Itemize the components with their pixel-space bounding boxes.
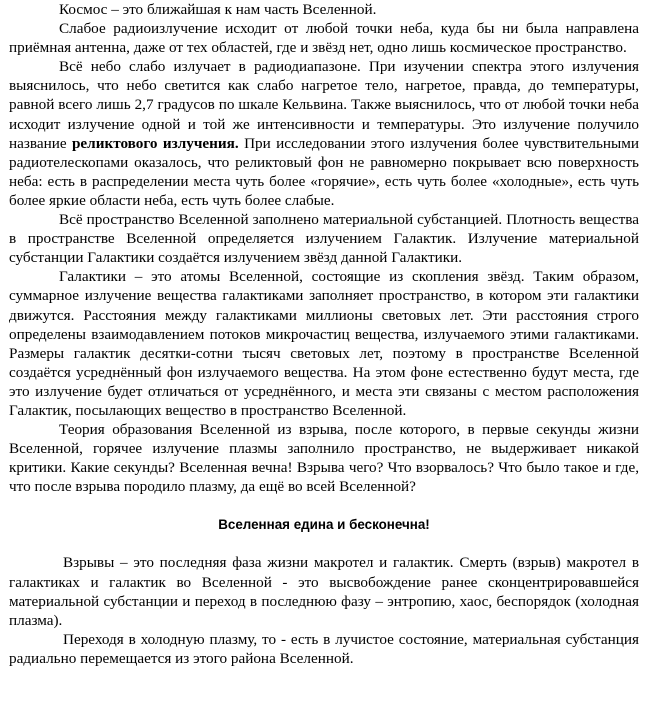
paragraph-big-bang-critique: Теория образования Вселенной из взрыва, после которого, в первые секунды жизни Вселенной, горячее излучение плазмы заполнило пространство, не выдерживает никакой критики. Какие секунды? Вселенная вечна! Взрыва чего? Что взорвалось? Что было такое и где, что после взрыва породило плазму, да ещё во всей Вселенной? bbox=[9, 421, 639, 496]
paragraph-radio-emission: Слабое радиоизлучение исходит от любой точки неба, куда бы ни была направлена приёмная антенна, даже от тех областей, где и звёзд нет, одно лишь космическое пространство. bbox=[9, 20, 639, 57]
paragraph-relic-text-after: При исследовании этого излучения более чувствительными радиотелескопами оказалось, что реликтовый фон не равномерно покрывает всю поверхность неба: есть в распределении места чуть более «горячие», есть чуть более «холодные», есть чуть более яркие области неба, есть чуть более слабые. bbox=[9, 134, 639, 209]
paragraph-material-substance: Всё пространство Вселенной заполнено материальной субстанцией. Плотность вещества в пространстве Вселенной определяется излучением Галактик. Излучение материальной субстанции Галактики создаётся излучением звёзд данной Галактики. bbox=[9, 211, 639, 267]
paragraph-galaxies-atoms: Галактики – это атомы Вселенной, состоящие из скопления звёзд. Таким образом, суммарное излучение вещества галактиками заполняет пространство, в котором эти галактики движутся. Расстояния между галактиками миллионы световых лет. Эти расстояния строго определены взаимодавлением потоков микрочастиц вещества, излучаемого этими галактиками. Размеры галактик десятки-сотни тысяч световых лет, поэтому в пространстве Вселенной создаётся усреднённый фон излучаемого вещества. На этом фоне естественно будут места, где это излучение будет отличаться от усреднённого, и места эти связаны с местом расположения Галактик, посылающих вещество в пространство Вселенной. bbox=[9, 268, 639, 419]
paragraph-relic-text-before: Всё небо слабо излучает в радиодиапазоне. При изучении спектра этого излучения выяснилось, что небо светится как слабо нагретое тело, нагретое, правда, до температуры, равной всего лишь 2,7 градусов по шкале Кельвина. Также выяснилось, что от любой точки неба исходит излучение одной и той же интенсивности и температуры. Это излучение получило название bbox=[9, 58, 639, 152]
relic-radiation-term: реликтового излучения. bbox=[71, 134, 239, 152]
document-page bbox=[9, 0, 639, 668]
section-heading: Вселенная едина и бесконечна! bbox=[218, 517, 430, 533]
paragraph-relic-radiation bbox=[9, 57, 639, 210]
paragraph-space-intro: Космос – это ближайшая к нам часть Вселенной. bbox=[59, 1, 377, 18]
paragraph-explosions: Взрывы – это последняя фаза жизни макротел и галактик. Смерть (взрыв) макротел в галактиках и галактик во Вселенной - это высвобождение ранее сконцентрировавшейся материальной субстанции и переход в последнюю фазу – энтропию, хаос, беспорядок (холодная плазма). bbox=[9, 554, 639, 629]
paragraph-cold-plasma: Переходя в холодную плазму, то - есть в лучистое состояние, материальная субстанция радиально перемещается из этого района Вселенной. bbox=[9, 630, 639, 667]
